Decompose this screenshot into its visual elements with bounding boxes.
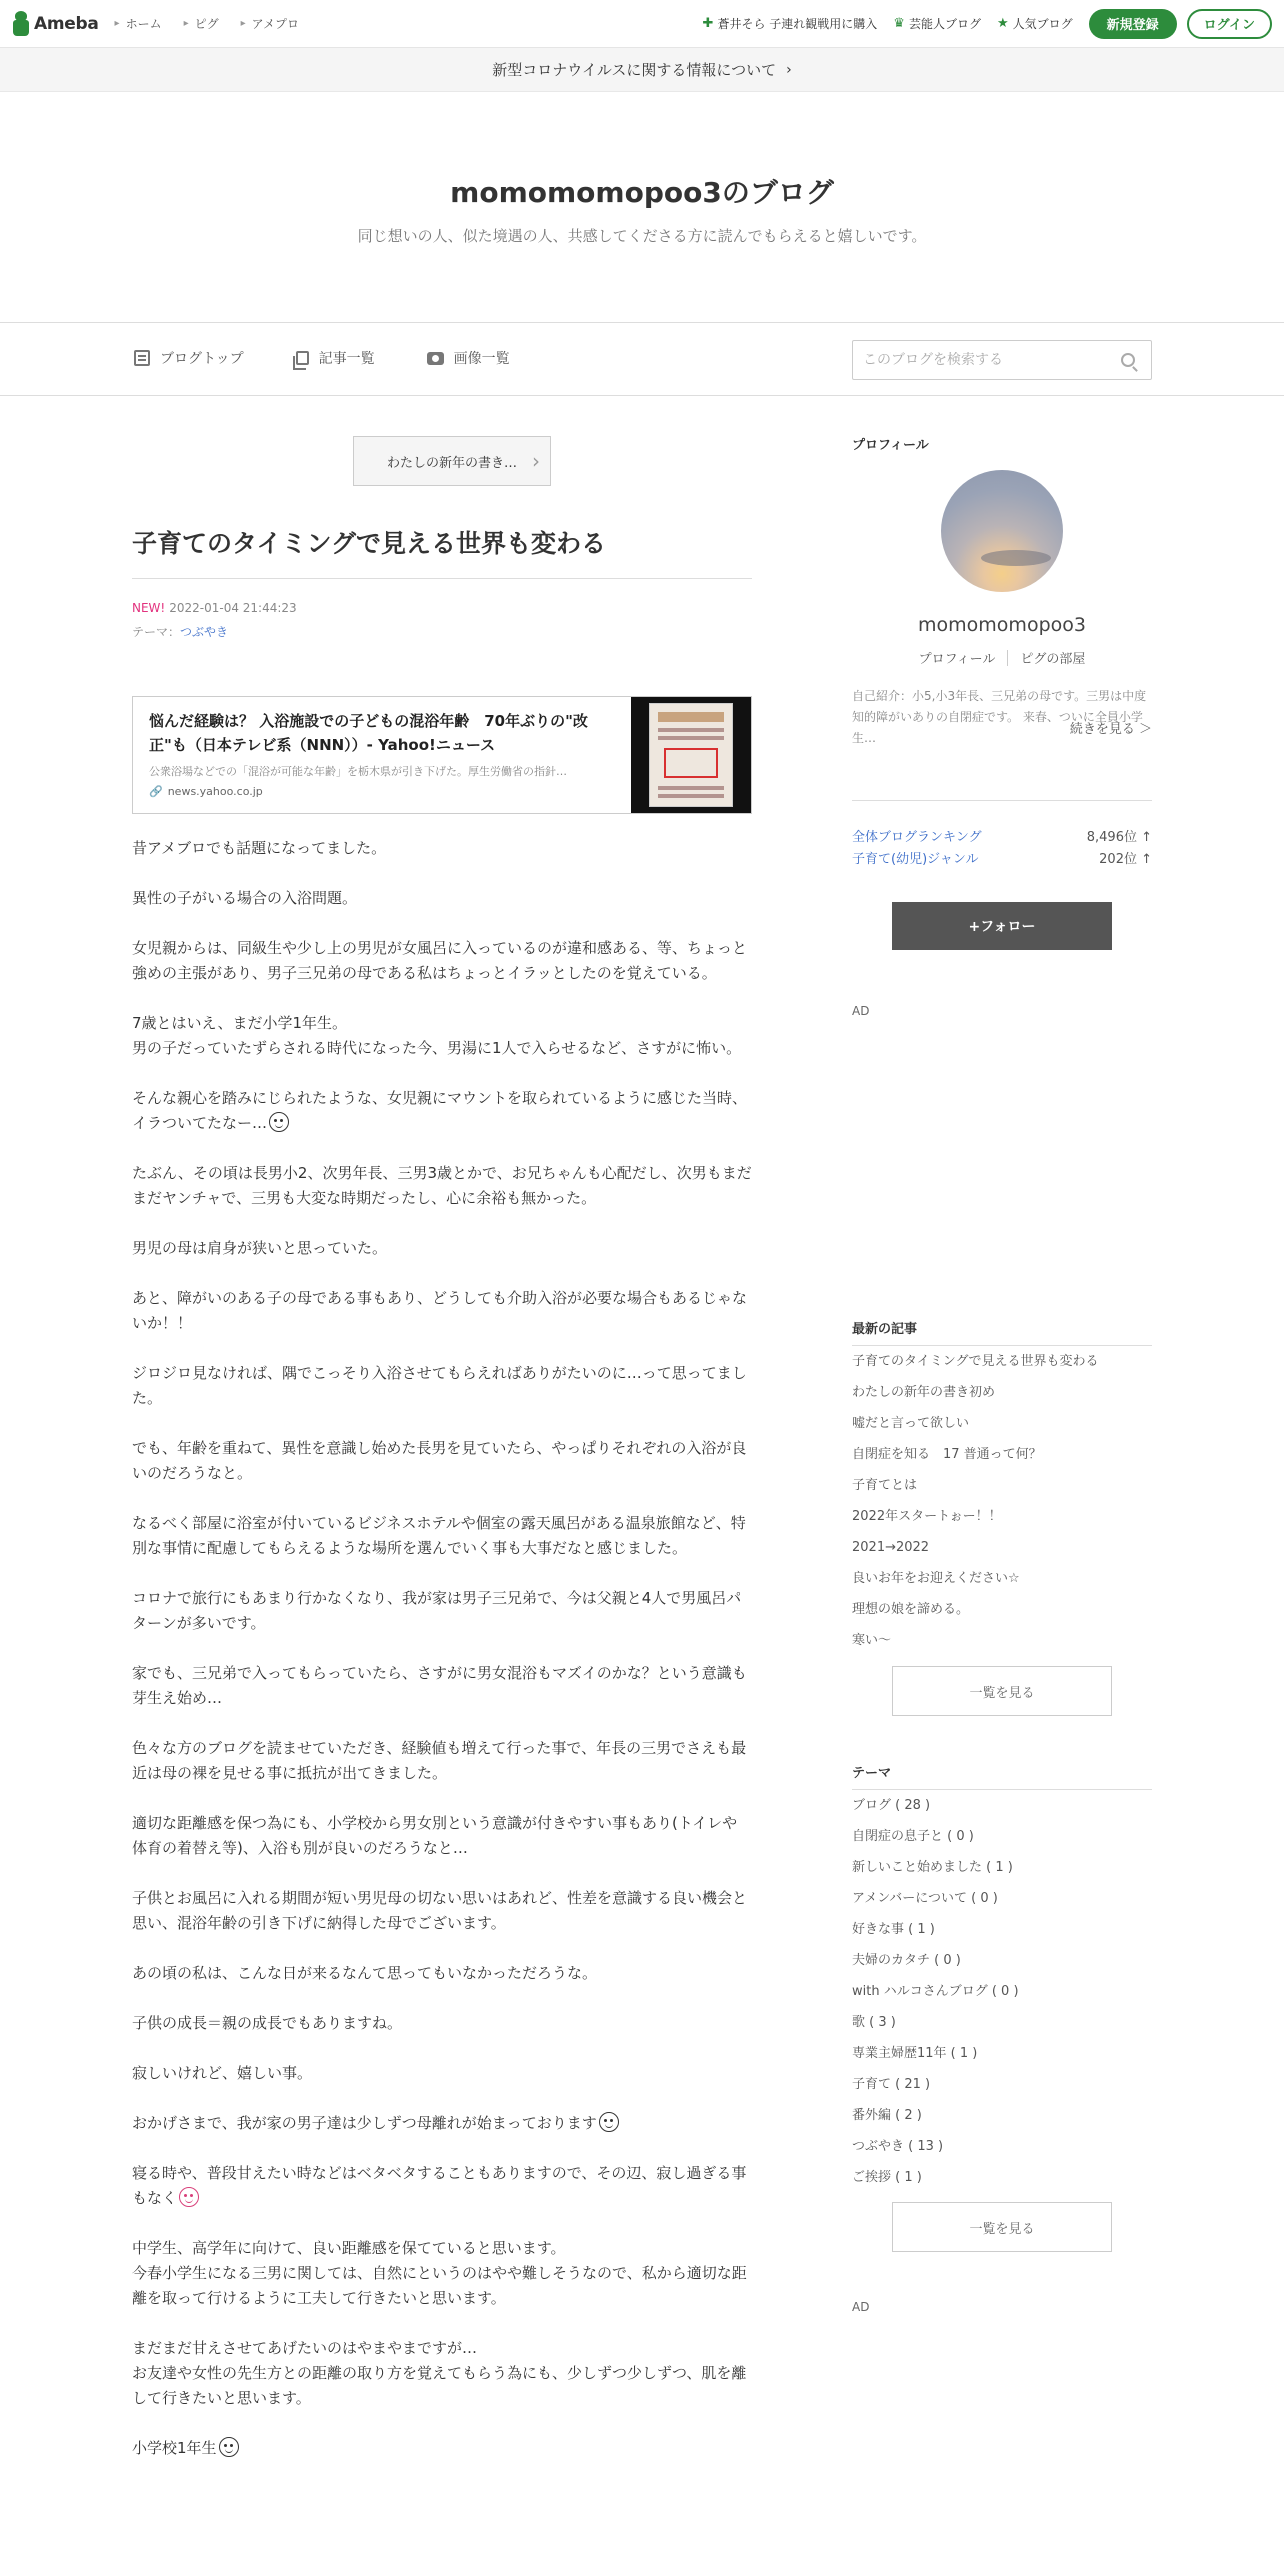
ranking-value: 8,496位 ↑ — [1086, 830, 1152, 845]
theme-link[interactable]: ブログ ( 28 ) — [852, 1798, 931, 1813]
entry-datetime: 2022-01-04 21:44:23 — [169, 601, 297, 615]
entry-paragraph — [132, 1086, 752, 1136]
recent-entry-link[interactable]: 2022年スタートぉー！！ — [852, 1509, 1002, 1524]
nav-label: ホーム — [125, 17, 162, 31]
entry-paragraph: 家でも、三兄弟で入ってもらっていたら、さすがに男女混浴もマズイのかな？という意識も芽生え始め… — [132, 1664, 747, 1707]
entry-paragraph: 色々な方のブログを読ませていただき、経験値も増えて行った事で、年長の三男でさえも最近は母の裸を見せる事に抵抗が出てきました。 — [132, 1739, 747, 1782]
tab-blog-top[interactable] — [134, 348, 244, 368]
covid-notice-link[interactable] — [0, 48, 1284, 92]
tab-image-list[interactable] — [427, 348, 510, 368]
recent-entry-link[interactable]: 子育てのタイミングで見える世界も変わる — [852, 1354, 1099, 1369]
entry-paragraph — [132, 2436, 752, 2461]
recent-entry-link[interactable]: 良いお年をお迎えください☆ — [852, 1571, 1020, 1586]
chevron-right-icon: ▸ — [114, 18, 120, 29]
chevron-right-icon: › — [532, 449, 540, 473]
promo-link[interactable] — [703, 15, 878, 32]
blush-emoji-icon — [179, 2187, 199, 2207]
chevron-right-icon: ▸ — [183, 18, 189, 29]
ameba-logo[interactable] — [12, 11, 99, 37]
previous-entry-button[interactable] — [353, 436, 551, 486]
crown-icon: ♛ — [893, 16, 905, 31]
nav-label: ピグ — [194, 17, 219, 31]
entry-paragraph: 昔アメブロでも話題になってました。 — [132, 839, 387, 857]
theme-label: テーマ： — [132, 625, 181, 639]
paragraph-text: おかげさまで、我が家の男子達は少しずつ母離れが始まっております — [132, 2114, 597, 2132]
logo-text: Ameba — [34, 13, 99, 34]
blog-search — [852, 340, 1152, 380]
nav-pigg[interactable] — [184, 15, 219, 32]
avatar[interactable] — [941, 470, 1063, 592]
link-card-description: 公衆浴場などでの「混浴が可能な年齢」を栃木県が引き下げた。厚生労働省の指針… — [149, 765, 567, 778]
divider — [852, 800, 1152, 801]
profile-name[interactable]: momomomopoo3 — [918, 614, 1086, 636]
sweat-emoji-icon — [219, 2437, 239, 2457]
entry-paragraph: でも、年齢を重ねて、異性を意識し始めた長男を見ていたら、やっぱりそれぞれの入浴が良いのだろうなと。 — [132, 1439, 747, 1482]
profile-intro: 自己紹介：小5,小3年長、三兄弟の母です。三男は中度知的障がいありの自閉症です。 来春、ついに全員小学生… — [852, 689, 1147, 745]
theme-link[interactable]: ご挨拶 ( 1 ) — [852, 2170, 922, 2185]
entry-paragraph: 男児の母は肩身が狭いと思っていた。 — [132, 1239, 388, 1257]
entry-paragraph: 女児親からは、同級生や少し上の男児が女風呂に入っているのが違和感ある、等、ちょっと強めの主張があり、男子三兄弟の母である私はちょっとイラッとしたのを覚えている。 — [132, 939, 748, 982]
ranking-label: 子育て(幼児)ジャンル — [852, 852, 979, 867]
theme-list — [852, 1790, 1152, 2193]
copy-icon — [296, 351, 309, 365]
theme-link[interactable]: つぶやき ( 13 ) — [852, 2139, 944, 2154]
ad-label: AD — [852, 1004, 870, 1018]
theme-link[interactable]: アメンバーについて ( 0 ) — [852, 1891, 998, 1906]
entry-paragraph: たぶん、その頃は長男小2、次男年長、三男3歳とかで、お兄ちゃんも心配だし、次男もまだまだヤンチャで、三男も大変な時期だったし、心に余裕も無かった。 — [132, 1164, 752, 1207]
follow-button[interactable]: +フォロー — [892, 902, 1112, 950]
entry-title[interactable]: 子育てのタイミングで見える世界も変わる — [132, 524, 752, 579]
link-card-domain: news.yahoo.co.jp — [167, 785, 263, 798]
login-button[interactable]: ログイン — [1187, 9, 1272, 39]
popular-blog-link[interactable] — [997, 15, 1073, 32]
entry-paragraph: 7歳とはいえ、まだ小学1年生。 男の子だっていたずらされる時代になった今、男湯に1人で入らせるなど、さすがに怖い。 — [132, 1014, 742, 1057]
nav-amepro[interactable] — [241, 15, 299, 32]
blog-header — [0, 93, 1284, 323]
blog-title[interactable]: momomomopoo3のブログ — [450, 176, 834, 209]
recent-entries-list — [852, 1346, 1152, 1656]
paragraph-text: そんな親心を踏みにじられたような、女児親にマウントを取られているように感じた当時、イラついてたなー… — [132, 1089, 748, 1132]
entry-paragraph: 中学生、高学年に向けて、良い距離感を保てていると思います。 今春小学生になる三男に関しては、自然にというのはやや難しそうなので、私から適切な距離を取って行けるように工夫して行きたいと思います。 — [132, 2239, 747, 2307]
popular-blog-label: 人気ブログ — [1012, 17, 1073, 31]
profile-title: プロフィール — [852, 438, 929, 453]
star-icon: ★ — [996, 16, 1009, 31]
recent-entry-link[interactable]: 自閉症を知る 17 普通って何？ — [852, 1447, 1042, 1462]
nav-label: アメプロ — [251, 17, 299, 31]
recent-entry-link[interactable]: 子育てとは — [852, 1478, 918, 1493]
recent-entry-link[interactable]: 嘘だと言って欲しい — [852, 1416, 970, 1431]
ad-label: AD — [852, 2300, 870, 2314]
entry-paragraph: なるべく部屋に浴室が付いているビジネスホテルや個室の露天風呂がある温泉旅館など、特別な事情に配慮してもらえるような場所を選んでいく事も大事だなと感じました。 — [132, 1514, 746, 1557]
profile-links — [852, 648, 1152, 667]
tab-label: 記事一覧 — [318, 351, 375, 367]
theme-link[interactable]: 歌 ( 3 ) — [852, 2015, 896, 2030]
global-header — [0, 0, 1284, 48]
theme-link[interactable]: 夫婦のカタチ ( 0 ) — [852, 1953, 961, 1968]
recent-entry-link[interactable]: 寒い〜 — [852, 1633, 892, 1648]
smile-emoji-icon — [269, 1112, 289, 1132]
promo-label: 蒼井そら 子連れ観戦用に購入 — [717, 17, 878, 31]
ranking-row[interactable] — [852, 826, 1152, 845]
theme-link[interactable]: つぶやき — [180, 625, 229, 639]
relieved-emoji-icon — [599, 2112, 619, 2132]
chevron-right-icon: ▸ — [240, 18, 246, 29]
profile-link[interactable]: プロフィール — [918, 652, 996, 667]
entry-paragraph: 適切な距離感を保つ為にも、小学校から男女別という意識が付きやすい事もあり(トイレや体育の着替え等)、入浴も別が良いのだろうなと… — [132, 1814, 738, 1857]
entry-paragraph: あと、障がいのある子の母である事もあり、どうしても介助入浴が必要な場合もあるじゃないか！！ — [132, 1289, 748, 1332]
theme-link[interactable]: 子育て ( 21 ) — [852, 2077, 931, 2092]
link-card-thumbnail — [631, 697, 751, 813]
paragraph-text: 小学校1年生 — [132, 2439, 217, 2457]
notice-text: 新型コロナウイルスに関する情報について — [492, 61, 777, 79]
plus-icon: ✚ — [702, 16, 714, 31]
theme-title: テーマ — [852, 1762, 1152, 1790]
theme-link[interactable]: 専業主婦歴11年 ( 1 ) — [852, 2046, 978, 2061]
theme-see-all-button[interactable]: 一覧を見る — [892, 2202, 1112, 2252]
recent-entries-title: 最新の記事 — [852, 1318, 1152, 1346]
entry-paragraph: 子供の成長＝親の成長でもありますね。 — [132, 2014, 403, 2032]
recent-entry-link[interactable]: わたしの新年の書き初め — [852, 1385, 996, 1400]
nav-home[interactable] — [115, 15, 162, 32]
theme-link[interactable]: 新しいこと始めました ( 1 ) — [852, 1860, 1013, 1875]
entry-paragraph: コロナで旅行にもあまり行かなくなり、我が家は男子三兄弟で、今は父親と4人で男風呂パターンが多いです。 — [132, 1589, 742, 1632]
previous-entry-label: わたしの新年の書き… — [386, 455, 517, 471]
celebrity-blog-link[interactable] — [893, 15, 981, 32]
recent-entry-link[interactable]: 2021→2022 — [852, 1540, 930, 1555]
read-more-link[interactable]: 続きを見る ＞ — [1069, 722, 1152, 737]
entry-paragraph: まだまだ甘えさせてあげたいのはやまやまですが… お友達や女性の先生方との距離の取り方を覚えてもらう為にも、少しずつ少しずつ、肌を離して行きたいと思います。 — [132, 2339, 747, 2407]
chevron-right-icon: › — [786, 61, 792, 78]
entry-paragraph: 子供とお風呂に入れる期間が短い男児母の切ない思いはあれど、性差を意識する良い機会と思い、混浴年齢の引き下げに納得した母でございます。 — [132, 1889, 748, 1932]
theme-link[interactable]: with ハルコさんブログ ( 0 ) — [852, 1984, 1019, 1999]
ranking-row[interactable] — [852, 848, 1152, 867]
register-button[interactable]: 新規登録 — [1089, 9, 1177, 39]
blog-description: 同じ想いの人、似た境遇の人、共感してくださる方に読んでもらえると嬉しいです。 — [357, 227, 927, 245]
recent-entry-link[interactable]: 理想の娘を諦める。 — [852, 1602, 970, 1617]
theme-link[interactable]: 番外編 ( 2 ) — [852, 2108, 922, 2123]
tab-label: 画像一覧 — [453, 351, 510, 367]
search-icon[interactable] — [1121, 353, 1135, 367]
global-nav — [115, 15, 321, 32]
ameba-mark-icon — [12, 11, 30, 37]
paragraph-text: 寝る時や、普段甘えたい時などはベタベタすることもありますので、その辺、寂し過ぎる事もなく — [132, 2164, 747, 2207]
camera-icon — [427, 352, 444, 365]
link-icon: 🔗 — [149, 785, 163, 798]
link-card-title: 悩んだ経験は？ 入浴施設での子どもの混浴年齢 70年ぶりの"改正"も（日本テレビ系（NNN））- Yahoo!ニュース — [149, 712, 588, 754]
tab-entry-list[interactable] — [296, 348, 375, 368]
entry-body — [132, 836, 752, 2486]
entry-paragraph: ジロジロ見なければ、隅でこっそり入浴させてもらえればありがたいのに…って思ってました。 — [132, 1364, 747, 1407]
entry-paragraph: 異性の子がいる場合の入浴問題。 — [132, 889, 358, 907]
recent-see-all-button[interactable]: 一覧を見る — [892, 1666, 1112, 1716]
celebrity-blog-label: 芸能人ブログ — [908, 17, 981, 31]
ranking-value: 202位 ↑ — [1099, 852, 1152, 867]
entry-paragraph: あの頃の私は、こんな日が来るなんて思ってもいなかっただろうな。 — [132, 1964, 598, 1982]
link-card[interactable] — [132, 696, 752, 814]
entry-paragraph — [132, 2161, 752, 2211]
document-icon — [134, 350, 150, 366]
entry-paragraph: 寂しいけれど、嬉しい事。 — [132, 2064, 313, 2082]
entry-paragraph — [132, 2111, 752, 2136]
theme-link[interactable]: 自閉症の息子と ( 0 ) — [852, 1829, 974, 1844]
theme-link[interactable]: 好きな事 ( 1 ) — [852, 1922, 935, 1937]
new-badge: NEW! — [132, 601, 166, 615]
tab-label: ブログトップ — [160, 351, 244, 367]
blog-nav — [0, 324, 1284, 396]
ranking-label: 全体ブログランキング — [852, 830, 982, 845]
pigg-room-link[interactable]: ピグの部屋 — [1020, 652, 1086, 667]
search-input[interactable] — [863, 352, 1103, 368]
entry-meta — [132, 596, 297, 644]
